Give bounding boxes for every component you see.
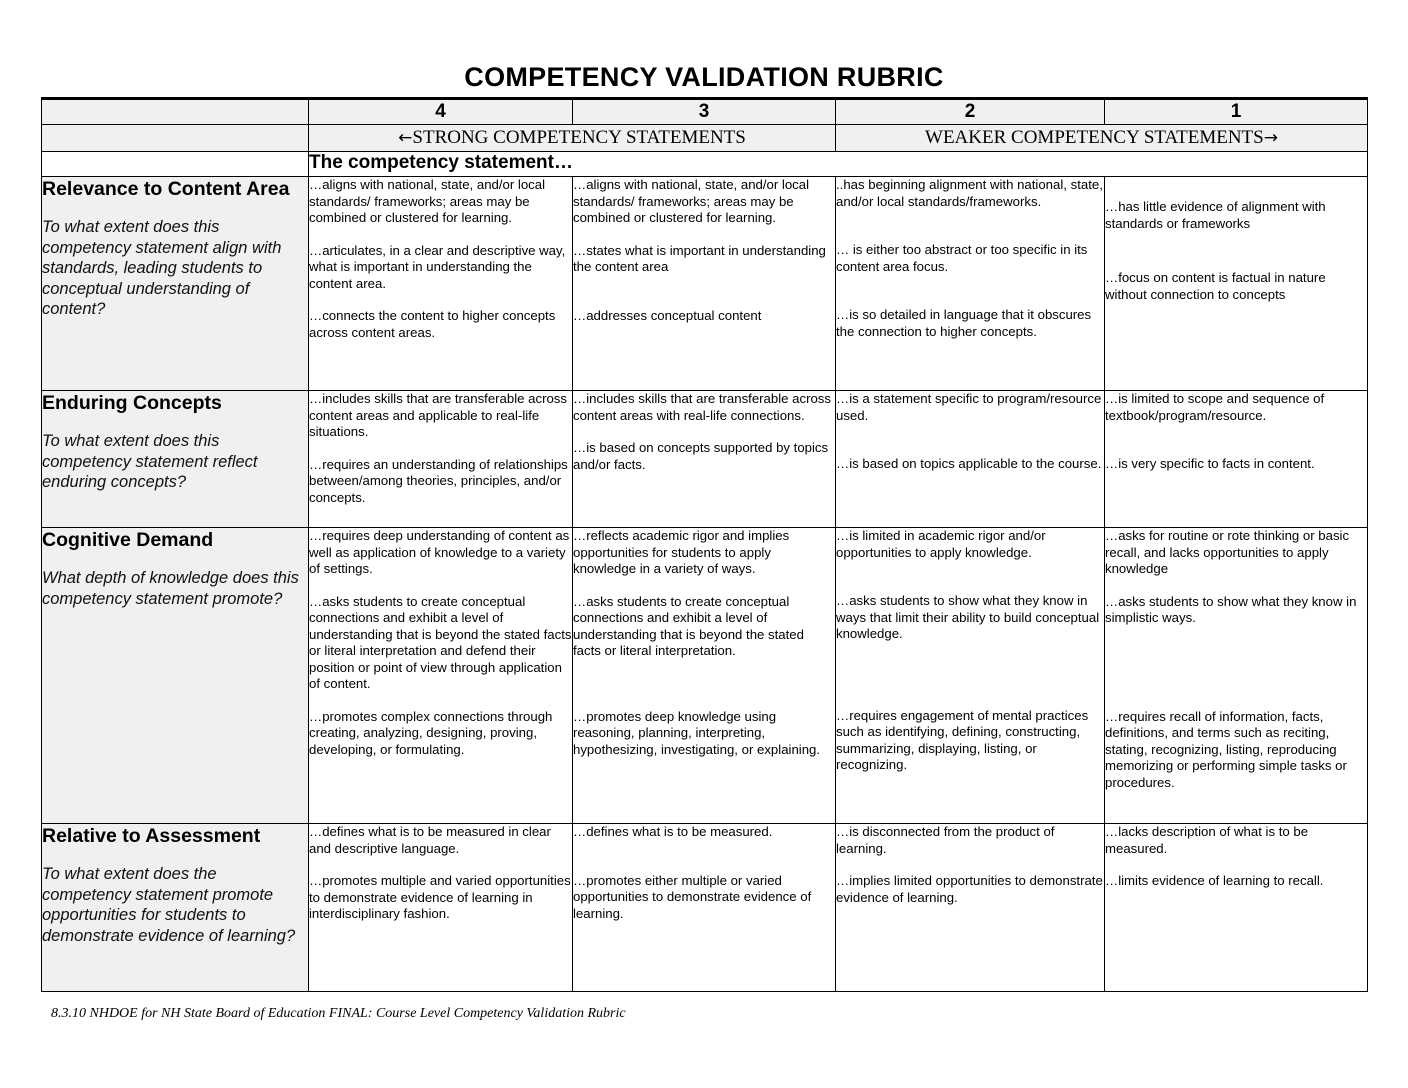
criterion-name: Enduring Concepts	[42, 392, 222, 414]
descriptor-cell-3	[573, 391, 836, 528]
intro-corner	[42, 152, 309, 177]
descriptor-text: …is disconnected from the product of learning.	[836, 824, 1055, 856]
score-header-4: 4	[309, 99, 573, 125]
descriptor-text: …aligns with national, state, and/or local standards/ frameworks; areas may be combined or clustered for learning.	[309, 177, 546, 225]
criterion-question: To what extent does this competency statement reflect enduring concepts?	[42, 432, 258, 491]
descriptor-cell-1	[1105, 391, 1368, 528]
descriptor-text: … is either too abstract or too specific in its content area focus.	[836, 242, 1088, 274]
descriptor-text: …asks students to show what they know in ways that limit their ability to build conceptual knowledge.	[836, 593, 1100, 641]
criterion-row	[42, 391, 1368, 528]
descriptor-text: …implies limited opportunities to demonstrate evidence of learning.	[836, 873, 1103, 905]
weak-direction-label	[836, 125, 1368, 152]
descriptor-text: …is limited in academic rigor and/or opportunities to apply knowledge.	[836, 528, 1046, 560]
descriptor-text: …limits evidence of learning to recall.	[1105, 873, 1324, 888]
score-header-2: 2	[836, 99, 1105, 125]
descriptor-cell-4	[309, 177, 573, 391]
descriptor-text: …states what is important in understanding the content area	[573, 242, 826, 274]
weak-label-text: WEAKER COMPETENCY STATEMENTS	[925, 127, 1264, 148]
criterion-cell	[42, 391, 309, 528]
descriptor-cell-2	[836, 391, 1105, 528]
criterion-cell	[42, 177, 309, 391]
descriptor-text: …includes skills that are transferable across content areas with real-life connections.	[573, 391, 831, 423]
descriptor-text: …requires deep understanding of content as well as application of knowledge to a variety of settings.	[309, 528, 570, 576]
descriptor-text: …is based on concepts supported by topics and/or facts.	[573, 440, 829, 472]
score-header-row	[42, 99, 1368, 125]
descriptor-text: …promotes either multiple or varied opportunities to demonstrate evidence of learning.	[573, 872, 812, 921]
criterion-name: Relevance to Content Area	[42, 178, 290, 200]
descriptor-text: …is very specific to facts in content.	[1105, 456, 1315, 471]
criterion-row	[42, 824, 1368, 992]
descriptor-text: …includes skills that are transferable across content areas and applicable to real-life situations.	[309, 391, 567, 439]
descriptor-text: …promotes multiple and varied opportunities to demonstrate evidence of learning in interdisciplinary fashion.	[309, 873, 571, 921]
descriptor-cell-4	[309, 824, 573, 992]
strong-label-text: STRONG COMPETENCY STATEMENTS	[412, 127, 746, 148]
descriptor-cell-2	[836, 824, 1105, 992]
descriptor-text: …has little evidence of alignment with standards or frameworks	[1105, 199, 1326, 231]
arrow-right-icon: →	[1263, 128, 1278, 148]
criterion-name: Cognitive Demand	[42, 529, 214, 551]
page-title: COMPETENCY VALIDATION RUBRIC	[464, 62, 944, 92]
descriptor-cell-3	[573, 824, 836, 992]
descriptor-text: …asks for routine or rote thinking or basic recall, and lacks opportunities to apply knowledge	[1105, 528, 1350, 576]
descriptor-text: …promotes deep knowledge using reasoning, planning, interpreting, hypothesizing, investigating, or explaining.	[573, 708, 821, 757]
criterion-question: What depth of knowledge does this competency statement promote?	[42, 569, 299, 608]
descriptor-cell-2	[836, 528, 1105, 824]
descriptor-text: …asks students to create conceptual connections and exhibit a level of understanding that is beyond the stated facts or literal interpretation.	[573, 593, 804, 658]
intro-row	[42, 152, 1368, 177]
header-corner	[42, 99, 309, 125]
arrow-left-icon: ←	[398, 128, 413, 148]
descriptor-cell-4	[309, 528, 573, 824]
criterion-question: To what extent does the competency statement promote opportunities for students to demonstrate evidence of learning?	[42, 865, 296, 945]
descriptor-text: …connects the content to higher concepts across content areas.	[309, 308, 556, 340]
descriptor-cell-1	[1105, 528, 1368, 824]
descriptor-text: …is a statement specific to program/resource used.	[836, 391, 1102, 423]
descriptor-text: …is limited to scope and sequence of textbook/program/resource.	[1105, 391, 1325, 423]
descriptor-text: …addresses conceptual content	[573, 307, 762, 323]
descriptor-text: …articulates, in a clear and descriptive way, what is important in understanding the content area.	[309, 242, 566, 291]
descriptor-cell-3	[573, 177, 836, 391]
rubric-table	[41, 97, 1368, 992]
descriptor-cell-2	[836, 177, 1105, 391]
criterion-name: Relative to Assessment	[42, 825, 261, 847]
strong-direction-label	[309, 125, 836, 152]
descriptor-text: ..has beginning alignment with national, state, and/or local standards/frameworks.	[836, 177, 1103, 209]
descriptor-text: …promotes complex connections through creating, analyzing, designing, proving, developing, or formulating.	[309, 708, 553, 757]
descriptor-cell-1	[1105, 824, 1368, 992]
descriptor-text: …is based on topics applicable to the course.	[836, 456, 1102, 471]
criterion-row	[42, 528, 1368, 824]
descriptor-text: …focus on content is factual in nature without connection to concepts	[1105, 270, 1326, 302]
descriptor-cell-3	[573, 528, 836, 824]
descriptor-cell-4	[309, 391, 573, 528]
descriptor-text: …requires recall of information, facts, definitions, and terms such as reciting, stating, recognizing, listing, reproducing memorizing or performing simple tasks or procedures.	[1105, 708, 1347, 790]
page-footer: 8.3.10 NHDOE for NH State Board of Education FINAL: Course Level Competency Validation Rubric	[51, 1006, 626, 1021]
descriptor-text: …requires an understanding of relationships between/among theories, principles, and/or concepts.	[309, 456, 568, 505]
direction-row	[42, 125, 1368, 152]
criterion-cell	[42, 528, 309, 824]
descriptor-text: …is so detailed in language that it obscures the connection to higher concepts.	[836, 307, 1092, 339]
statement-intro: The competency statement…	[309, 152, 1368, 177]
criterion-question: To what extent does this competency statement align with standards, leading students to conceptual understanding of content?	[42, 218, 282, 318]
descriptor-text: …reflects academic rigor and implies opportunities for students to apply knowledge in a variety of ways.	[573, 528, 790, 576]
descriptor-text: …defines what is to be measured.	[573, 824, 773, 839]
descriptor-text: …requires engagement of mental practices such as identifying, defining, constructing, summarizing, displaying, listing, or recognizing.	[836, 707, 1089, 772]
criterion-cell	[42, 824, 309, 992]
descriptor-cell-1	[1105, 177, 1368, 391]
descriptor-text: …lacks description of what is to be measured.	[1105, 824, 1309, 856]
score-header-3: 3	[573, 99, 836, 125]
descriptor-text: …aligns with national, state, and/or local standards/ frameworks; areas may be combined or clustered for learning.	[573, 177, 810, 225]
descriptor-text: …asks students to create conceptual connections and exhibit a level of understanding that is beyond the stated facts or literal interpretation and defend their position or point of view through application of content.	[309, 593, 572, 691]
direction-corner	[42, 125, 309, 152]
descriptor-text: …defines what is to be measured in clear and descriptive language.	[309, 824, 551, 856]
descriptor-text: …asks students to show what they know in simplistic ways.	[1105, 593, 1357, 625]
score-header-1: 1	[1105, 99, 1368, 125]
criterion-row	[42, 177, 1368, 391]
